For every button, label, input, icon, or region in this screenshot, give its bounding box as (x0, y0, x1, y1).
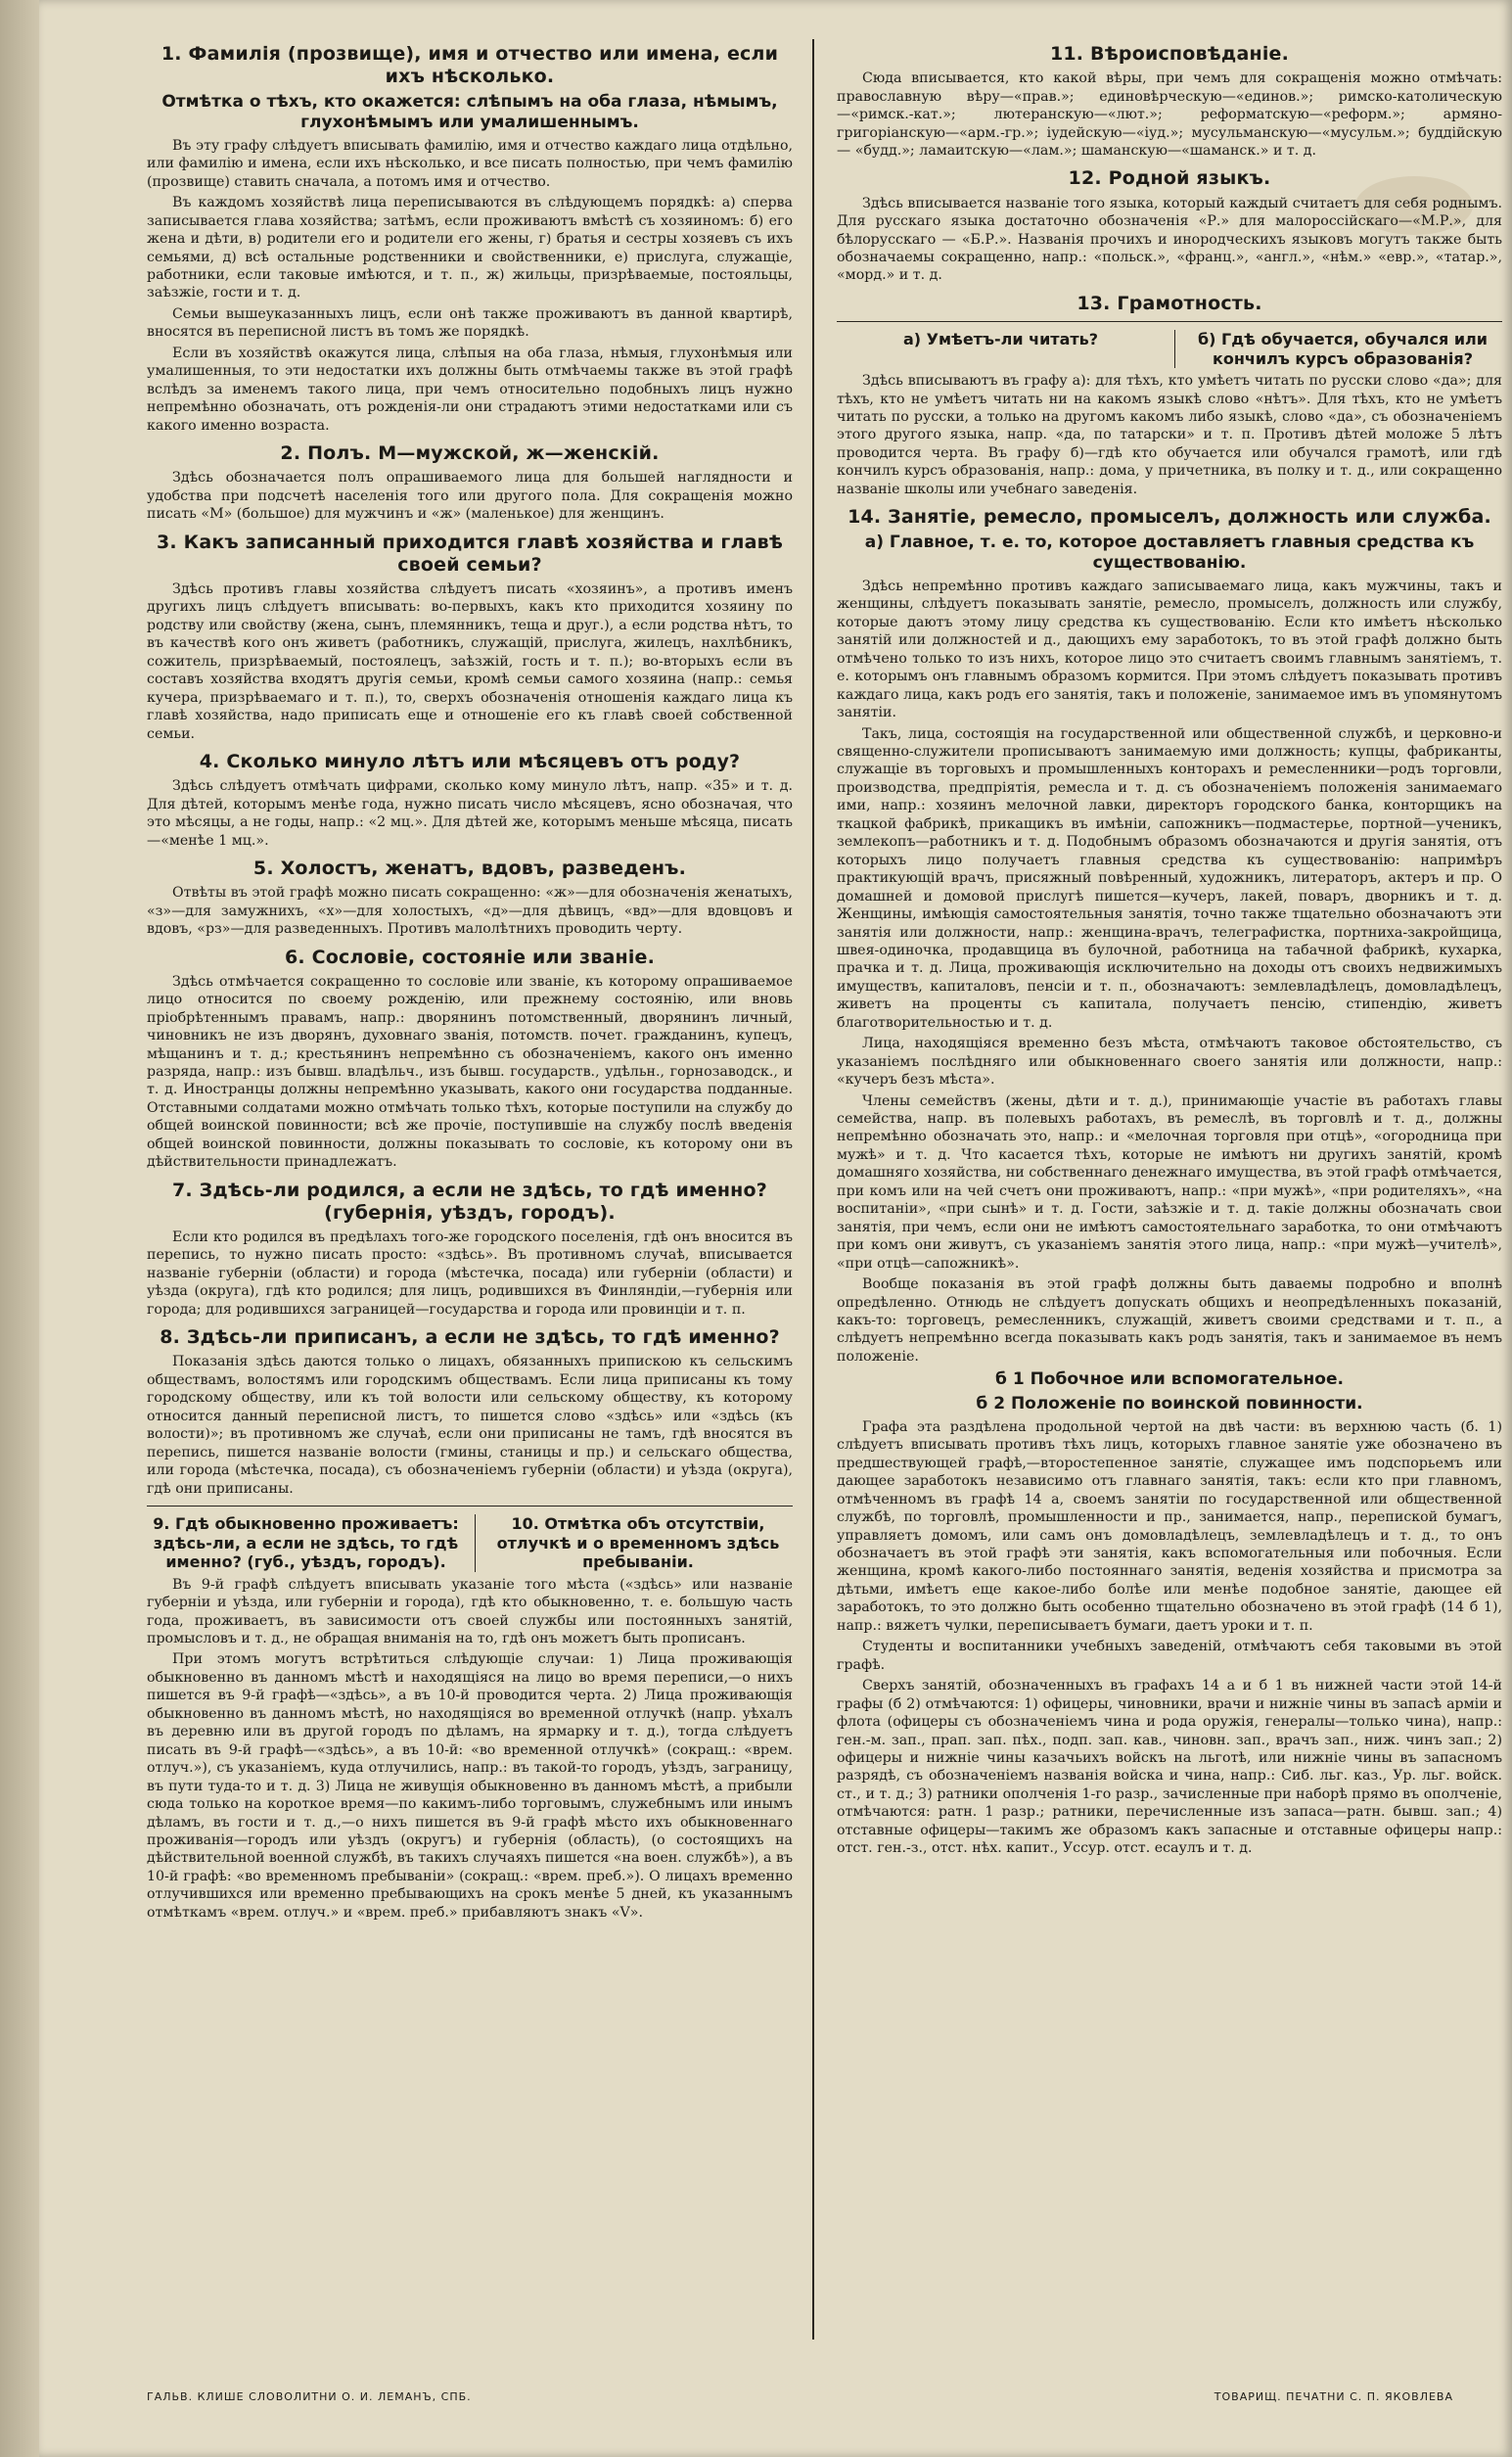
census-instruction-sheet (39, 0, 1512, 2457)
section-6-title: 6. Сословіе, состояніе или званіе. (284, 946, 656, 968)
paragraph: При этомъ могутъ встрѣтиться слѣдующіе случаи: 1) Лица проживающія обыкновенно въ данномъ мѣстѣ и находящіяся на лицо во время переписи,—о нихъ пишется въ 9-й графѣ—«здѣсь», а въ 10-й проводится черта. 2) Лица проживающія обыкновенно въ данномъ мѣстѣ, но находящіяся во временной отлучкѣ (напр. уѣхалъ въ деревню или въ другой городъ по дѣламъ, на ярмарку и т. д.), тогда слѣдуетъ писать въ 9-й графѣ—«здѣсь», а въ 10-й: «во временной отлучкѣ» (сокращ.: «врем. отлуч.»), съ указаніемъ, куда отлучились, напр.: въ такой-то городъ, уѣздъ, заграницу, въ пути туда-то и т. д. 3) Лица не живущія обыкновенно въ данномъ мѣстѣ, а прибыли сюда только на короткое время—по какимъ-либо торговымъ, служебнымъ или инымъ дѣламъ, въ гости и т. д.,—о нихъ пишется въ 9-й графѣ мѣсто ихъ обыкновеннаго проживанія—городъ или уѣздъ (округъ) и губернія (область), (о состоящихъ на дѣйствительной военной службѣ, въ такихъ случаяхъ пишется «на воен. службѣ»), а въ 10-й графѣ: «во временномъ пребываніи» (сокращ.: «врем. преб.»). О лицахъ временно отлучившихся или временно пребывающихъ на срокъ менѣе 5 дней, къ указаннымъ отмѣткамъ «врем. отлуч.» и «врем. преб.» прибавляютъ знакъ «V». (147, 1651, 793, 1921)
paragraph: Въ каждомъ хозяйствѣ лица переписываются въ слѣдующемъ порядкѣ: а) сперва записывается глава хозяйства; затѣмъ, если проживаютъ вмѣстѣ съ хозяиномъ: б) его жена и дѣти, в) родители его и родители его жены, г) братья и сестры хозяевъ съ ихъ семьями, д) всѣ остальные родственники и свойственники, е) прислуга, служащіе, работники, если таковые имѣются, и т. п., ж) жильцы, призрѣваемые, постояльцы, заѣзжіе, гости и т. д. (147, 195, 793, 301)
paragraph: Если въ хозяйствѣ окажутся лица, слѣпыя на оба глаза, нѣмыя, глухонѣмыя или умалишенныя, то эти недостатки ихъ должны быть отмѣчаемы также въ этой графѣ вслѣдъ за именемъ такого лица, при чемъ относительно подобныхъ лицъ нужно непремѣнно обозначать, отъ рожденія-ли они страдаютъ этими недостатками или съ какого именно возраста. (147, 345, 793, 434)
section-2-title: 2. Полъ. М—мужской, ж—женскій. (280, 442, 660, 465)
section-3-title: 3. Какъ записанный приходится главѣ хозяйства и главѣ своей семьи? (156, 531, 784, 576)
section-11-title: 11. Вѣроисповѣданіе. (1049, 43, 1290, 65)
printer-imprint-left: ГАЛЬВ. КЛИШЕ СЛОВОЛИТНИ О. И. ЛЕМАНЪ, СПБ. (147, 2390, 472, 2403)
paragraph: Здѣсь противъ главы хозяйства слѣдуетъ писать «хозяинъ», а противъ именъ другихъ лицъ слѣдуетъ вписывать: во-первыхъ, какъ кто приходится хозяину по родству или свойству (жена, сынъ, племянникъ, теща и друг.), а если родства нѣтъ, то въ качествѣ кого онъ живетъ (работникъ, служащій, прислуга, жилецъ, нахлѣбникъ, сожитель, призрѣваемый, постоялецъ, заѣзжій, гость и т. п.); во-вторыхъ если въ составъ хозяйства входятъ другія семьи, кромѣ семьи самого хозяина (напр.: семья кучера, призрѣваемаго и т. п.), то, сверхъ обозначенія отношенія каждаго лица къ главѣ хозяйства, надо приписать еще и отношеніе его къ главѣ своей собственной семьи. (147, 580, 793, 742)
paragraph: Здѣсь вписывается названіе того языка, который каждый считаетъ для себя роднымъ. Для русскаго языка достаточно обозначенія «Р.» для малороссійскаго—«М.Р.», для бѣлорусскаго — «Б.Р.». Названія прочихъ и инородческихъ языковъ могутъ также быть обозначаемы сокращенно, напр.: «польск.», «франц.», «англ.», «нѣм.» «евр.», «татар.», «морд.» и т. д. (837, 195, 1502, 284)
paragraph: Здѣсь слѣдуетъ отмѣчать цифрами, сколько кому минуло лѣтъ, напр. «35» и т. д. Для дѣтей, которымъ менѣе года, нужно писать число мѣсяцевъ, ясно обозначая, что это мѣсяцы, а не годы, напр.: «2 мц.». Для дѣтей же, которымъ меньше мѣсяца, писать—«менѣе 1 мц.». (147, 778, 793, 849)
section-2 (147, 442, 793, 524)
section-13 (837, 293, 1502, 498)
section-5 (147, 858, 793, 939)
paragraph: Здѣсь обозначается полъ опрашиваемого лица для большей наглядности и удобства при подсчетѣ населенія того или другого пола. Для сокращенія можно писать «М» (большое) для мужчинъ и «ж» (маленькое) для женщинъ. (147, 470, 793, 523)
section-5-title: 5. Холостъ, женатъ, вдовъ, разведенъ. (252, 858, 687, 879)
paragraph: Сверхъ занятій, обозначенныхъ въ графахъ 14 а и б 1 въ нижней части этой 14-й графы (б 2) отмѣчаются: 1) офицеры, чиновники, врачи и нижніе чины въ запасѣ арміи и флота (офицеры съ обозначеніемъ чина и рода оружія, генералы—только чина), напр.: ген.-м. зап., прап. зап. пѣх., подп. зап. кав., чиновн. зап., врачъ зап., ниж. чинъ зап.; 2) офицеры и нижніе чины казачьихъ войскъ на льготѣ, или нижніе чины въ запасномъ разрядѣ, съ обозначеніемъ названія войска и чина, напр.: Сиб. льг. каз., Ур. льг. войск. ст., и т. д.; 3) ратники ополченія 1-го разр., зачисленные при наборѣ прямо въ ополченіе, отмѣчаются: ратн. 1 разр.; ратники, перечисленные изъ запаса—ратн. бывш. зап.; 4) отставные офицеры—такимъ же образомъ какъ запасные и отставные офицеры напр.: отст. ген.-з., отст. нѣх. капит., Уссур. отст. есаулъ и т. д. (837, 1678, 1502, 1857)
left-column (147, 39, 793, 2340)
paragraph: Здѣсь отмѣчается сокращенно то сословіе или званіе, къ которому опрашиваемое лицо относится по своему рожденію, или прежнему состоянію, или вновь пріобрѣтеннымъ правамъ, напр.: дворянинъ потомственный, дворянинъ личный, чиновникъ не изъ дворянъ, духовнаго званія, потомств. почет. гражданинъ, купецъ, мѣщанинъ и т. д.; крестьянинъ непремѣнно съ обозначеніемъ, какого онъ именно разряда, напр.: изъ бывш. владѣльч., изъ бывш. государств., удѣльн., горнозаводск., и т. д. Иностранцы должны непремѣнно указывать, какого они государства подданные. Отставными солдатами можно отмѣчать только тѣхъ, которые поступили на службу до общей воинской повинности; всѣ же прочіе, поступившіе на службу послѣ введенія общей воинской повинности, должны показывать то сословіе, къ которому они въ дѣйствительности принадлежатъ. (147, 973, 793, 1171)
section-14a-title: а) Главное, т. е. то, которое доставляетъ главныя средства къ существованію. (864, 533, 1475, 574)
section-14-title: 14. Занятіе, ремесло, промыселъ, должность или служба. (848, 506, 1491, 529)
section-4 (147, 751, 793, 850)
paragraph: Въ 9-й графѣ слѣдуетъ вписывать указаніе того мѣста («здѣсь» или названіе губерніи и уѣзда, или губерніи и города), гдѣ кто обыкновенно, т. е. большую часть года, проживаетъ, въ зависимости отъ своей службы или постоянныхъ занятій, промысловъ и т. д., не обращая вниманія на то, гдѣ онъ можетъ быть прописанъ. (147, 1576, 793, 1646)
section-12-title: 12. Родной языкъ. (1068, 167, 1271, 190)
section-9-10-header (147, 1506, 793, 1576)
section-13a-title: а) Умѣетъ-ли читать? (902, 330, 1099, 349)
paragraph: Показанія здѣсь даются только о лицахъ, обязанныхъ припискою къ сельскимъ обществамъ, волостямъ или городскимъ обществамъ. Если лица приписаны къ тому городскому обществу, или къ той волости или сельскому обществу, къ которому относится данный переписной листъ, то пишется слово «здѣсь» или «здѣсь (къ волости)»; въ противномъ же случаѣ, если они приписаны не тамъ, гдѣ вносятся въ перепись, пишется названіе волости (гмины, станицы и пр.) и сельскаго общества, или города (мѣстечка, посада), съ обозначеніемъ губерніи (области) и уѣзда (округа), гдѣ они приписаны. (147, 1354, 793, 1497)
paragraph: Члены семействъ (жены, дѣти и т. д.), принимающіе участіе въ работахъ главы семейства, напр. въ полевыхъ работахъ, въ ремеслѣ, въ торговлѣ и т. д., должны непремѣнно обозначать это, напр.: и «мелочная торговля при отцѣ», «огородница при мужѣ» и т. д. Что касается тѣхъ, которые не имѣютъ ни другихъ занятій, кромѣ домашняго хозяйства, ни собственнаго денежнаго имущества, въ этой графѣ отмѣчается, при комъ или на чей счетъ они проживаютъ, напр.: «при мужѣ», «при родителяхъ», «на воспитаніи», «при сынѣ» и т. д. Гости, заѣзжіе и т. д. такіе должны обозначать свои занятія, при чемъ, если они не имѣютъ самостоятельнаго заработка, то они отмѣчаютъ при комъ они живутъ, съ указаніемъ занятія этого лица, напр.: «при мужѣ—учителѣ», «при отцѣ—сапожникѣ». (837, 1092, 1502, 1272)
paragraph: Семьи вышеуказанныхъ лицъ, если онѣ также проживаютъ въ данной квартирѣ, вносятся въ переписной листъ въ томъ же порядкѣ. (147, 305, 793, 341)
section-3 (147, 532, 793, 743)
section-14 (837, 506, 1502, 1857)
section-13-title: 13. Грамотность. (1077, 292, 1262, 314)
paragraph: Въ эту графу слѣдуетъ вписывать фамилію, имя и отчество каждаго лица отдѣльно, или фамилію и имена, если ихъ нѣсколько, и все писать полностью, при чемъ фамилію (прозвище) ставить сначала, а потомъ имя и отчество. (147, 137, 793, 190)
section-9-title: 9. Гдѣ обыкновенно проживаетъ: здѣсь-ли, а если не здѣсь, то гдѣ именно? (губ., уѣздъ, городъ). (153, 1514, 459, 1572)
section-13b-title: б) Гдѣ обучается, обучался или кончилъ курсъ образованія? (1174, 330, 1502, 368)
section-12 (837, 167, 1502, 284)
paper-edge (0, 0, 39, 2457)
section-8 (147, 1326, 793, 1498)
paragraph: Лица, находящіяся временно безъ мѣста, отмѣчаютъ таковое обстоятельство, съ указаніемъ послѣдняго или обыкновеннаго своего занятія или должности, напр.: «кучеръ безъ мѣста». (837, 1036, 1502, 1089)
paragraph: Здѣсь непремѣнно противъ каждаго записываемаго лица, какъ мужчины, такъ и женщины, слѣдуетъ показывать занятіе, ремесло, промыселъ, должность или службу, которые даютъ этому лицу средства къ существованію. Если кто имѣетъ нѣсколько занятій или должностей и д., дающихъ ему заработокъ, то въ этой графѣ должно быть отмѣчено только то изъ нихъ, которое лицо это считаетъ своимъ главнымъ занятіемъ, т. е. которымъ онъ главнымъ образомъ кормится. При этомъ слѣдуетъ показывать противъ каждаго лица, какъ родъ его занятія, такъ и положеніе, занимаемое имъ въ упомянутомъ занятіи. (837, 578, 1502, 721)
section-11 (837, 43, 1502, 160)
paragraph: Отвѣты въ этой графѣ можно писать сокращенно: «ж»—для обозначенія женатыхъ, «з»—для замужнихъ, «х»—для холостыхъ, «д»—для дѣвицъ, «вд»—для вдовцовъ и вдовъ, «рз»—для разведенныхъ. Противъ малолѣтнихъ проводить черту. (147, 885, 793, 938)
section-9-10 (147, 1506, 793, 1922)
section-1 (147, 43, 793, 435)
paragraph: Вообще показанія въ этой графѣ должны быть даваемы подробно и вполнѣ опредѣленно. Отнюдь не слѣдуетъ допускать общихъ и неопредѣленныхъ показаній, какъ-то: торговецъ, ремесленникъ, служащій, живетъ своими средствами и т. п., а слѣдуетъ непремѣнно всегда показывать какъ родъ занятія, такъ и занимаемое въ немъ положеніе. (837, 1276, 1502, 1365)
paragraph: Такъ, лица, состоящія на государственной или общественной службѣ, и церковно-и священно-служители прописываютъ занимаемую ими должность; купцы, фабриканты, служащіе въ торговыхъ и промышленныхъ конторахъ и ремесленники—родъ торговли, производства, предпріятія, ремесла и т. д. съ обозначеніемъ положенія занимаемаго ими, напр.: хозяинъ мелочной лавки, директоръ городского банка, конторщикъ на ткацкой фабрикѣ, прикащикъ въ имѣніи, сапожникъ—подмастерье, портной—ученикъ, землекопъ—работникъ и т. д. Подобнымъ образомъ обозначаются и другія занятія, отъ которыхъ лицо получаетъ главныя средства къ существованію: напримѣръ практикующій врачъ, присяжный повѣренный, художникъ, литераторъ, актеръ и пр. О домашней и домовой прислугѣ пишется—кучеръ, лакей, поваръ, дворникъ и т. д. Женщины, имѣющія самостоятельныя занятія, точно также тщательно обозначаютъ эти занятія или должности, напр.: женщина-врачъ, телеграфистка, портниха-закройщица, швея-одиночка, продавщица въ булочной, работница на табачной фабрикѣ, кухарка, прачка и т. д. Лица, проживающія исключительно на доходы отъ своихъ недвижимыхъ имуществъ, капиталовъ, пенсіи и т. п., обозначаютъ: землевладѣлецъ, домовладѣлецъ, живетъ на проценты съ капитала, получаетъ пенсію, стипендію, живетъ благотворительностью и т. д. (837, 725, 1502, 1031)
section-14b1-title: б 1 Побочное или вспомогательное. (995, 1369, 1344, 1390)
section-10-title: 10. Отмѣтка объ отсутствіи, отлучкѣ и о временномъ здѣсь пребываніи. (475, 1514, 793, 1572)
section-7-title: 7. Здѣсь-ли родился, а если не здѣсь, то гдѣ именно? (губернія, уѣздъ, городъ). (172, 1179, 767, 1224)
section-1-title: 1. Фамилія (прозвище), имя и отчество или имена, если ихъ нѣсколько. (160, 43, 779, 88)
section-4-title: 4. Сколько минуло лѣтъ или мѣсяцевъ отъ роду? (199, 751, 741, 773)
paragraph: Здѣсь вписываютъ въ графу а): для тѣхъ, кто умѣетъ читать по русски слово «да»; для тѣхъ, кто не умѣетъ читать ни на какомъ языкѣ слово «нѣтъ». Для тѣхъ, кто не умѣетъ читать по русски, а только на другомъ какомъ либо языкѣ, слово «да», съ обозначеніемъ этого другого языка, напр. «да, по татарски» и т. п. Противъ дѣтей моложе 5 лѣтъ проводится черта. Въ графу б)—гдѣ кто обучается или обучался грамотѣ, или гдѣ кончилъ курсъ образованія, напр.: дома, у причетника, въ полку и т. д., или сокращенно названіе школы или учебнаго заведенія. (837, 373, 1502, 497)
section-8-title: 8. Здѣсь-ли приписанъ, а если не здѣсь, то гдѣ именно? (160, 1326, 780, 1349)
section-6 (147, 947, 793, 1172)
right-column (837, 39, 1502, 2340)
paragraph: Если кто родился въ предѣлахъ того-же городского поселенія, гдѣ онъ вносится въ перепись, то нужно писать просто: «здѣсь». Въ противномъ случаѣ, вписывается названіе губерніи (области) и города (мѣстечка, посада) или губерніи (области) и уѣзда (округа), гдѣ кто родился; для лицъ, родившихся въ Финляндіи,—губернія или города; для родившихся заграницей—государства и города или провинціи и т. п. (147, 1229, 793, 1318)
printer-imprint-right: ТОВАРИЩ. ПЕЧАТНИ С. П. ЯКОВЛЕВА (1214, 2390, 1453, 2403)
paragraph: Графа эта раздѣлена продольной чертой на двѣ части: въ верхнюю часть (б. 1) слѣдуетъ вписывать противъ тѣхъ лицъ, которыхъ главное занятіе уже обозначено въ предшествующей графѣ,—второстепенное занятіе, служащее имъ подспорьемъ или дающее заработокъ независимо отъ главнаго занятія, такъ: если кто при главномъ, отмѣченномъ въ графѣ 14 а, своемъ занятіи по государственной или общественной службѣ, по торговлѣ, промышленности и пр., занимается, напр., перепиской бумагъ, управляетъ домомъ, или самъ онъ домовладѣлецъ, землевладѣлецъ и т. д., то онъ обозначаетъ въ этой графѣ эти занятія, какъ вспомогательныя или побочныя. Если женщина, кромѣ какого-либо постояннаго занятія, веденія хозяйства и присмотра за дѣтьми, имѣетъ еще какое-либо болѣе или менѣе подобное занятіе, дающее ей заработокъ, то это должно быть особенно тщательно обозначено въ этой графѣ (14 б 1), напр.: вяжетъ чулки, переписываетъ бумаги, даетъ уроки и т. п. (837, 1418, 1502, 1634)
section-14b2-title: б 2 Положеніе по воинской повинности. (976, 1394, 1363, 1414)
section-7 (147, 1180, 793, 1320)
column-divider (812, 39, 814, 2340)
section-13-subheader (837, 321, 1502, 372)
paragraph: Сюда вписывается, кто какой вѣры, при чемъ для сокращенія можно отмѣчать: православную вѣру—«прав.»; единовѣрческую—«единов.»; римско-католическую—«римск.-кат.»; лютеранскую—«лют.»; реформатскую—«реформ.»; армяно-григоріанскую—«арм.-гр.»; іудейскую—«іуд.»; мусульманскую—«мусульм.»; буддійскую — «будд.»; ламаитскую—«лам.»; шаманскую—«шаманск.» и т. д. (837, 70, 1502, 159)
paragraph: Студенты и воспитанники учебныхъ заведеній, отмѣчаютъ себя таковыми въ этой графѣ. (837, 1639, 1502, 1673)
section-1-subtitle: Отмѣтка о тѣхъ, кто окажется: слѣпымъ на оба глаза, нѣмымъ, глухонѣмымъ или умалишеннымъ. (161, 92, 778, 133)
